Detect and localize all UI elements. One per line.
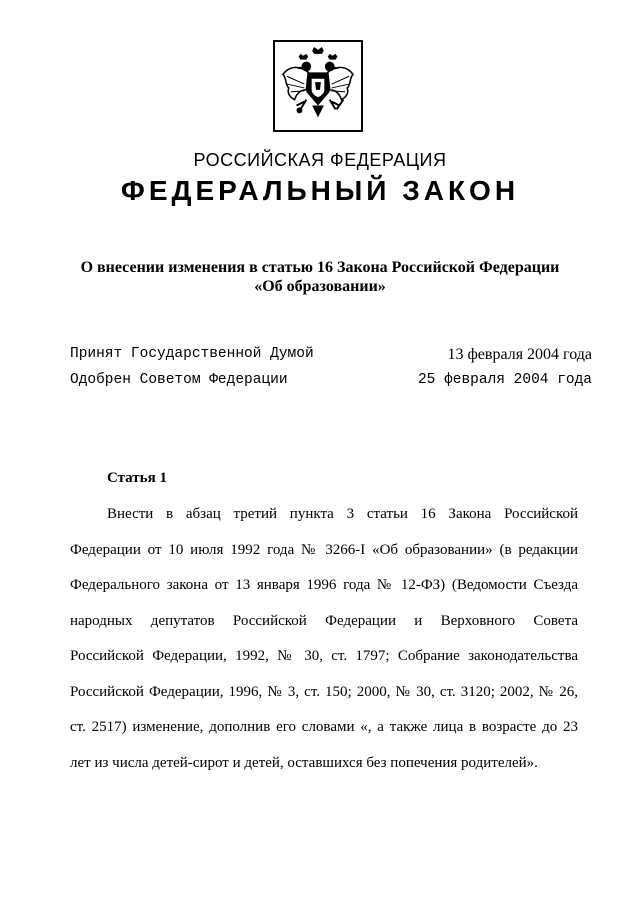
council-date: 25 февраля 2004 года bbox=[417, 372, 592, 388]
article-line: Федерации от 10 июля 1992 года № 3266-I «Об образовании» (в редакции bbox=[70, 541, 578, 558]
law-subject bbox=[60, 258, 580, 296]
adoption-council-row bbox=[70, 372, 592, 388]
coat-of-arms-icon bbox=[279, 45, 357, 127]
subject-line-2: «Об образовании» bbox=[254, 278, 386, 295]
article-heading: Статья 1 bbox=[107, 470, 167, 486]
article-line: Внести в абзац третий пункта 3 статьи 16 Закона Российской bbox=[107, 506, 578, 522]
duma-label: Принят Государственной Думой bbox=[70, 346, 314, 362]
article-line: ст. 2517) изменение, дополнив его словами «, а также лица в возрасте до 23 bbox=[70, 719, 578, 735]
document-type-title: ФЕДЕРАЛЬНЫЙ ЗАКОН bbox=[120, 175, 520, 206]
article-line: народных депутатов Российской Федерации и Верховного Совета bbox=[70, 612, 578, 629]
duma-date: 13 февраля 2004 года bbox=[447, 346, 592, 363]
emblem-frame bbox=[273, 40, 363, 132]
article-line: лет из числа детей-сирот и детей, оставшихся без попечения родителей». bbox=[70, 754, 538, 771]
article-line: Российской Федерации, 1996, № 3, ст. 150; 2000, № 30, ст. 3120; 2002, № 26, bbox=[70, 683, 578, 700]
subject-line-1: О внесении изменения в статью 16 Закона Российской Федерации bbox=[80, 259, 560, 276]
country-name: РОССИЙСКАЯ ФЕДЕРАЦИЯ bbox=[193, 150, 447, 170]
article-line: Российской Федерации, 1992, № 30, ст. 1797; Собрание законодательства bbox=[70, 648, 578, 664]
article-body bbox=[70, 497, 578, 781]
article-line: Федерального закона от 13 января 1996 года № 12-ФЗ) (Ведомости Съезда bbox=[70, 577, 578, 593]
adoption-duma-row bbox=[70, 346, 592, 364]
council-label: Одобрен Советом Федерации bbox=[70, 372, 288, 388]
